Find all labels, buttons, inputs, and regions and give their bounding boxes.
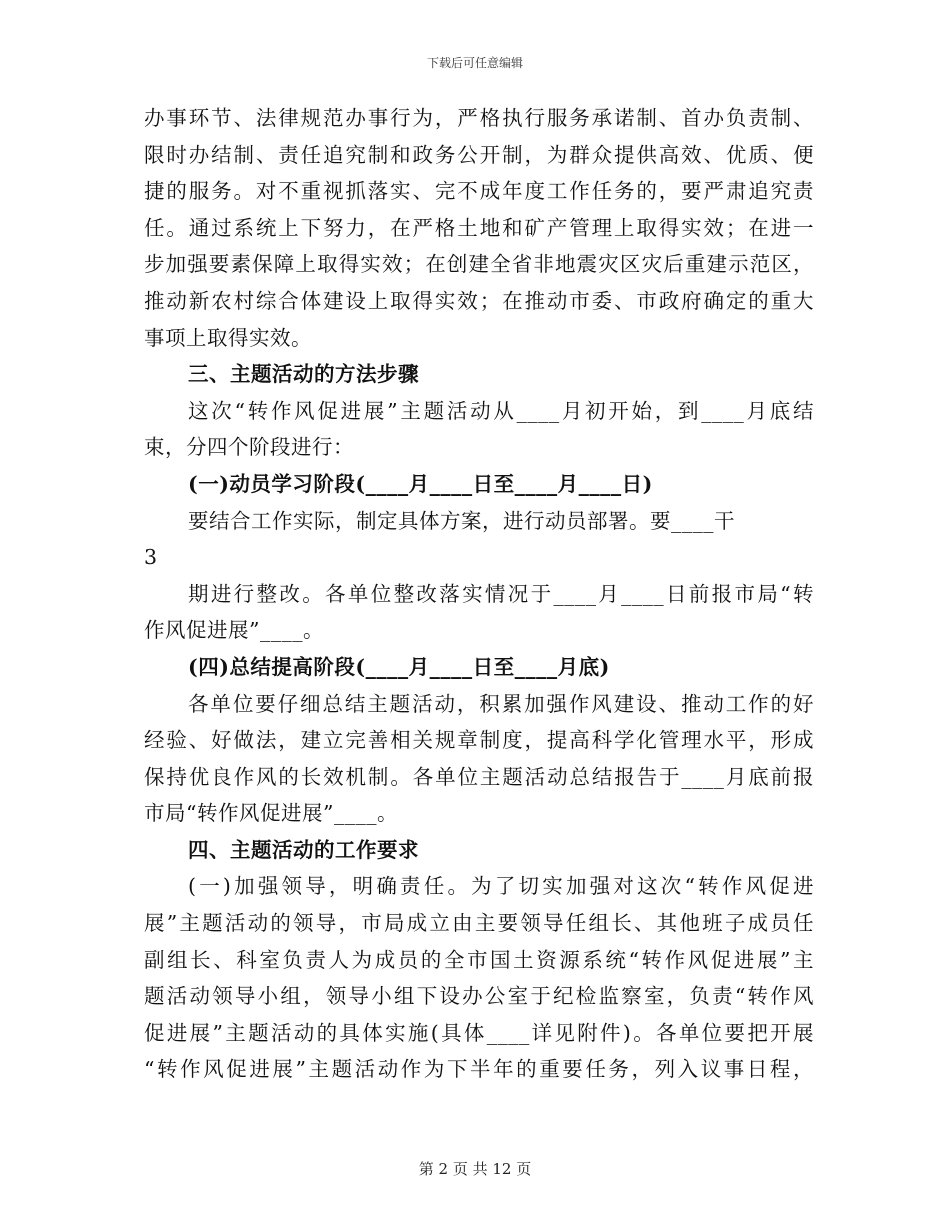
body-line: 题活动领导小组，领导小组下设办公室于纪检监察室，负责“转作风	[144, 984, 814, 1009]
body-line: 副组长、科室负责人为成员的全市国土资源系统“转作风促进展”主	[144, 947, 814, 972]
body-line: 市局“转作风促进展”____。	[144, 801, 398, 826]
body-line: 步加强要素保障上取得实效；在创建全省非地震灾区灾后重建示范区，	[144, 252, 814, 277]
body-line: “转作风促进展”主题活动作为下半年的重要任务，列入议事日程，	[144, 1057, 814, 1082]
document-body	[144, 100, 814, 1088]
section-heading: 四、主题活动的工作要求	[188, 837, 419, 862]
body-line: 经验、好做法，建立完善相关规章制度，提高科学化管理水平，形成	[144, 728, 814, 753]
body-line: 这次“转作风促进展”主题活动从____月初开始，到____月底结	[188, 398, 814, 423]
body-line: 事项上取得实效。	[144, 325, 312, 350]
body-line: 限时办结制、责任追究制和政务公开制，为群众提供高效、优质、便	[144, 142, 814, 167]
body-line: 办事环节、法律规范办事行为，严格执行服务承诺制、首办负责制、	[144, 106, 814, 130]
stray-page-number: 3	[144, 545, 158, 570]
subsection-heading: (四)总结提高阶段(____月____日至____月底)	[188, 654, 610, 679]
body-line: 期进行整改。各单位整改落实情况于____月____日前报市局“转	[188, 581, 814, 606]
section-heading: 三、主题活动的方法步骤	[188, 362, 419, 387]
subsection-heading: (一)动员学习阶段(____月____日至____月____日)	[188, 471, 653, 496]
body-line: 保持优良作风的长效机制。各单位主题活动总结报告于____月底前报	[144, 764, 814, 789]
body-line: 作风促进展”____。	[144, 618, 324, 643]
body-line: 捷的服务。对不重视抓落实、完不成年度工作任务的，要严肃追究责	[144, 179, 814, 204]
body-line: 任。通过系统上下努力，在严格土地和矿产管理上取得实效；在进一	[144, 215, 814, 240]
body-line: 促进展”主题活动的具体实施(具体____详见附件)。各单位要把开展	[144, 1020, 814, 1045]
page-header-note: 下载后可任意编辑	[426, 56, 523, 70]
body-line: 各单位要仔细总结主题活动，积累加强作风建设、推动工作的好	[188, 691, 814, 716]
body-line: 展”主题活动的领导，市局成立由主要领导任组长、其他班子成员任	[144, 911, 814, 936]
body-line: 推动新农村综合体建设上取得实效；在推动市委、市政府确定的重大	[144, 288, 814, 313]
page-footer: 第 2 页 共 12 页	[418, 1160, 532, 1178]
body-line: (一)加强领导，明确责任。为了切实加强对这次“转作风促进	[188, 874, 814, 899]
body-line: 束，分四个阶段进行：	[144, 435, 354, 460]
body-line: 要结合工作实际，制定具体方案，进行动员部署。要____干	[188, 508, 735, 533]
